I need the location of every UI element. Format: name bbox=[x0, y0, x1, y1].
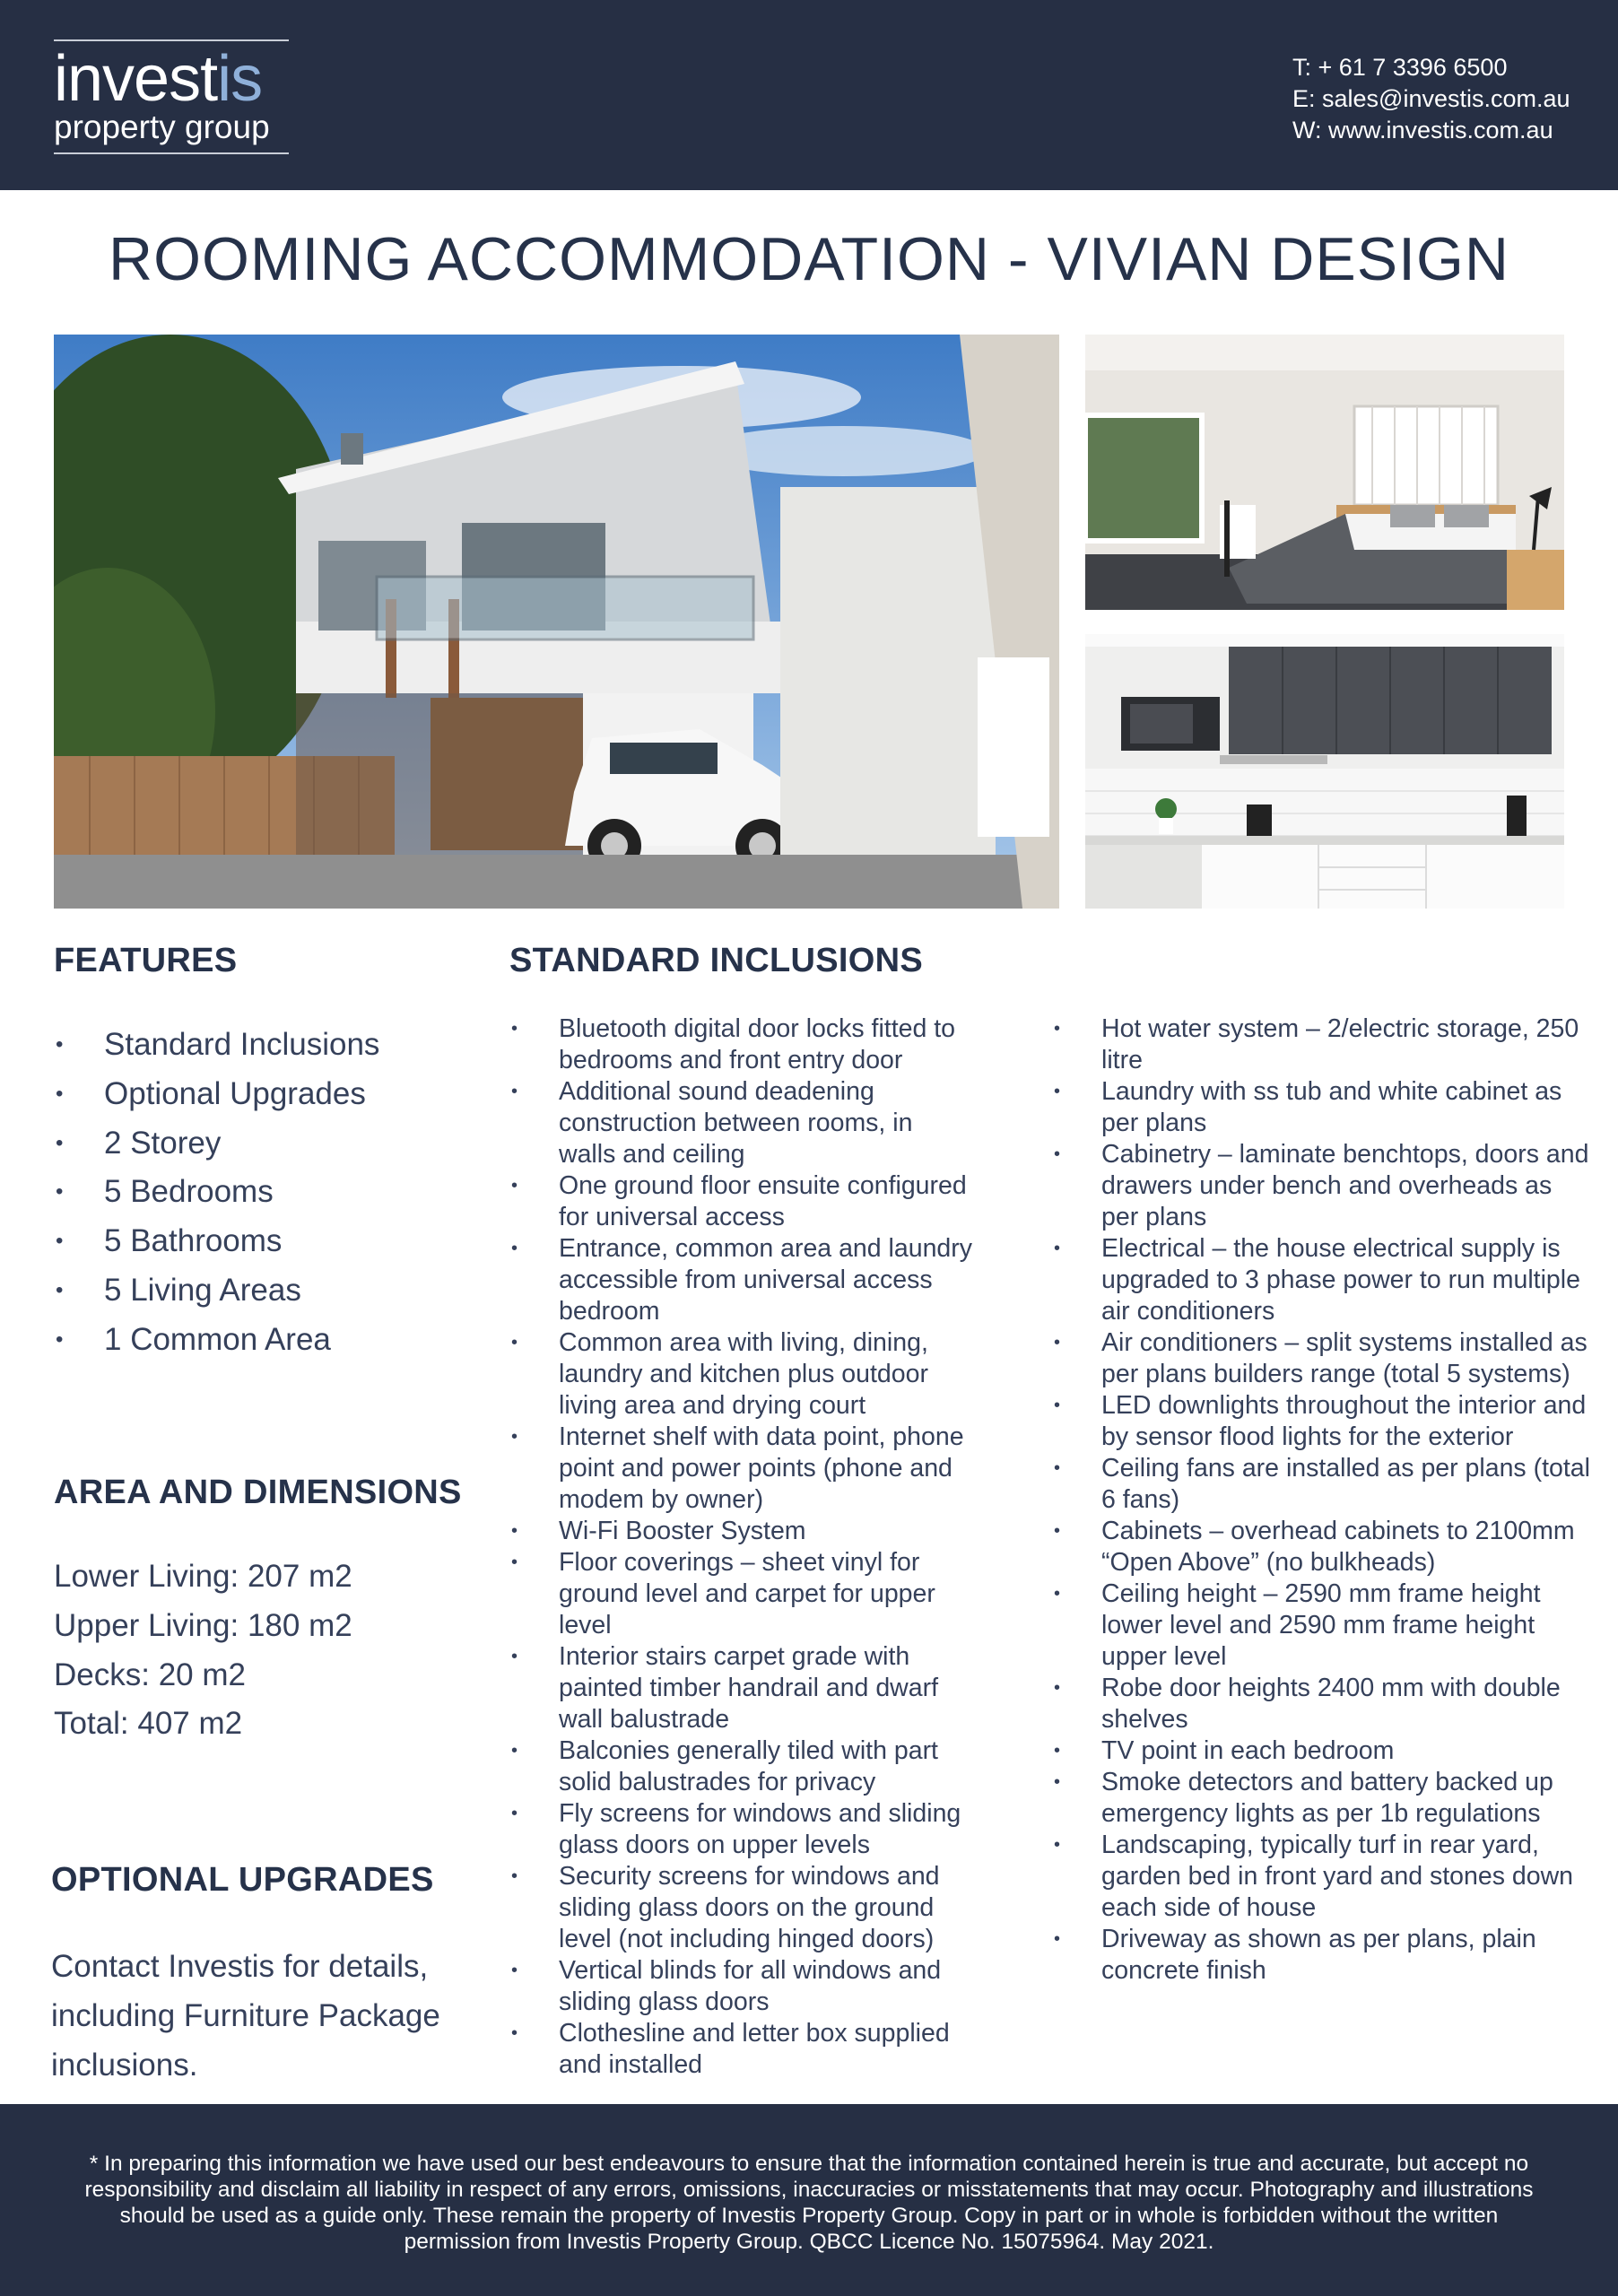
inclusion-item: • One ground floor ensuite configured for universal access bbox=[509, 1170, 976, 1233]
inclusion-item: • Fly screens for windows and sliding glass doors on upper levels bbox=[509, 1798, 976, 1861]
area-item: Lower Living: 207 m2 bbox=[54, 1559, 352, 1594]
inclusion-item: • Entrance, common area and laundry accessible from universal access bedroom bbox=[509, 1233, 976, 1327]
inclusion-item: • Driveway as shown as per plans, plain concrete finish bbox=[1052, 1924, 1590, 1987]
upgrades-heading: OPTIONAL UPGRADES bbox=[51, 1861, 434, 1899]
feature-item: • 5 Bathrooms bbox=[54, 1217, 379, 1266]
inclusion-item: • Wi-Fi Booster System bbox=[509, 1516, 976, 1547]
logo-bottom-rule bbox=[54, 152, 289, 154]
contact-block bbox=[1292, 52, 1570, 146]
feature-item: • 1 Common Area bbox=[54, 1316, 379, 1365]
inclusion-item: • Interior stairs carpet grade with painted timber handrail and dwarf wall balustrade bbox=[509, 1641, 976, 1735]
kitchenette-photo bbox=[1085, 634, 1564, 909]
inclusion-item: • Laundry with ss tub and white cabinet as per plans bbox=[1052, 1076, 1590, 1139]
feature-item: • Standard Inclusions bbox=[54, 1021, 379, 1070]
logo-top-rule bbox=[54, 39, 289, 41]
inclusion-item: • Cabinets – overhead cabinets to 2100mm “Open Above” (no bulkheads) bbox=[1052, 1516, 1590, 1578]
area-heading: AREA AND DIMENSIONS bbox=[54, 1474, 462, 1511]
upgrades-text: Contact Investis for details, including Furniture Package inclusions. bbox=[51, 1949, 440, 2083]
inclusions-heading: STANDARD INCLUSIONS bbox=[509, 942, 923, 979]
investis-logo[interactable] bbox=[54, 39, 289, 154]
inclusion-item: • TV point in each bedroom bbox=[1052, 1735, 1590, 1767]
inclusion-item: • Additional sound deadening construction between rooms, in walls and ceiling bbox=[509, 1076, 976, 1170]
area-item: Upper Living: 180 m2 bbox=[54, 1607, 352, 1643]
inclusion-item: • Common area with living, dining, laundry and kitchen plus outdoor living area and drying court bbox=[509, 1327, 976, 1422]
inclusion-item: • Security screens for windows and sliding glass doors on the ground level (not including hinged doors) bbox=[509, 1861, 976, 1955]
logo-name-main: invest bbox=[54, 43, 218, 115]
page-title: ROOMING ACCOMMODATION - VIVIAN DESIGN bbox=[108, 225, 1510, 293]
logo-name-accent: is bbox=[217, 43, 263, 115]
inclusion-item: • Vertical blinds for all windows and sliding glass doors bbox=[509, 1955, 976, 2018]
inclusion-item: • Landscaping, typically turf in rear yard, garden bed in front yard and stones down each side of house bbox=[1052, 1830, 1590, 1924]
footer-bar bbox=[0, 2104, 1618, 2296]
inclusion-item: • Balconies generally tiled with part solid balustrades for privacy bbox=[509, 1735, 976, 1798]
logo-name bbox=[54, 45, 289, 113]
inclusion-item: • Floor coverings – sheet vinyl for ground level and carpet for upper level bbox=[509, 1547, 976, 1641]
feature-item: • 2 Storey bbox=[54, 1119, 379, 1169]
inclusions-column-1 bbox=[509, 1013, 976, 2081]
inclusion-item: • Clothesline and letter box supplied and installed bbox=[509, 2018, 976, 2081]
contact-web[interactable]: W: www.investis.com.au bbox=[1292, 117, 1553, 144]
inclusion-item: • Cabinetry – laminate benchtops, doors and drawers under bench and overheads as per plans bbox=[1052, 1139, 1590, 1233]
inclusion-item: • Ceiling fans are installed as per plans (total 6 fans) bbox=[1052, 1453, 1590, 1516]
area-list bbox=[54, 1552, 352, 1749]
inclusion-item: • Ceiling height – 2590 mm frame height lower level and 2590 mm frame height upper level bbox=[1052, 1578, 1590, 1673]
contact-phone[interactable]: T: + 61 7 3396 6500 bbox=[1292, 54, 1508, 81]
contact-email[interactable]: E: sales@investis.com.au bbox=[1292, 85, 1570, 112]
features-heading: FEATURES bbox=[54, 942, 238, 979]
inclusions-column-2 bbox=[1052, 1013, 1590, 1987]
feature-item: • 5 Bedrooms bbox=[54, 1168, 379, 1217]
inclusion-item: • Internet shelf with data point, phone point and power points (phone and modem by owner) bbox=[509, 1422, 976, 1516]
features-list bbox=[54, 1021, 379, 1365]
logo-subtitle: property group bbox=[54, 109, 270, 145]
header-bar bbox=[0, 0, 1618, 190]
disclaimer-text: * In preparing this information we have used our best endeavours to ensure that the information contained herein is true and accurate, but accept no responsibility and disclaim all liability in respect of any errors, omissions, inaccuracies or misstatements that may occur. Photography and illustrations should be used as a guide only. These remain the property of Investis Property Group. Copy in part or in whole is forbidden without the written permission from Investis Property Group. QBCC Licence No. 15075964. May 2021. bbox=[84, 2152, 1534, 2254]
area-item: Decks: 20 m2 bbox=[54, 1657, 246, 1692]
house-exterior-photo bbox=[54, 335, 1059, 909]
inclusion-item: • Electrical – the house electrical supply is upgraded to 3 phase power to run multiple air conditioners bbox=[1052, 1233, 1590, 1327]
feature-item: • Optional Upgrades bbox=[54, 1070, 379, 1119]
inclusion-item: • Air conditioners – split systems installed as per plans builders range (total 5 systems) bbox=[1052, 1327, 1590, 1390]
area-item: Total: 407 m2 bbox=[54, 1706, 243, 1742]
inclusion-item: • Smoke detectors and battery backed up emergency lights as per 1b regulations bbox=[1052, 1767, 1590, 1830]
inclusion-item: • Hot water system – 2/electric storage, 250 litre bbox=[1052, 1013, 1590, 1076]
inclusion-item: • Robe door heights 2400 mm with double shelves bbox=[1052, 1673, 1590, 1735]
feature-item: • 5 Living Areas bbox=[54, 1266, 379, 1316]
inclusion-item: • LED downlights throughout the interior and by sensor flood lights for the exterior bbox=[1052, 1390, 1590, 1453]
bedroom-photo bbox=[1085, 335, 1564, 610]
inclusion-item: • Bluetooth digital door locks fitted to bedrooms and front entry door bbox=[509, 1013, 976, 1076]
